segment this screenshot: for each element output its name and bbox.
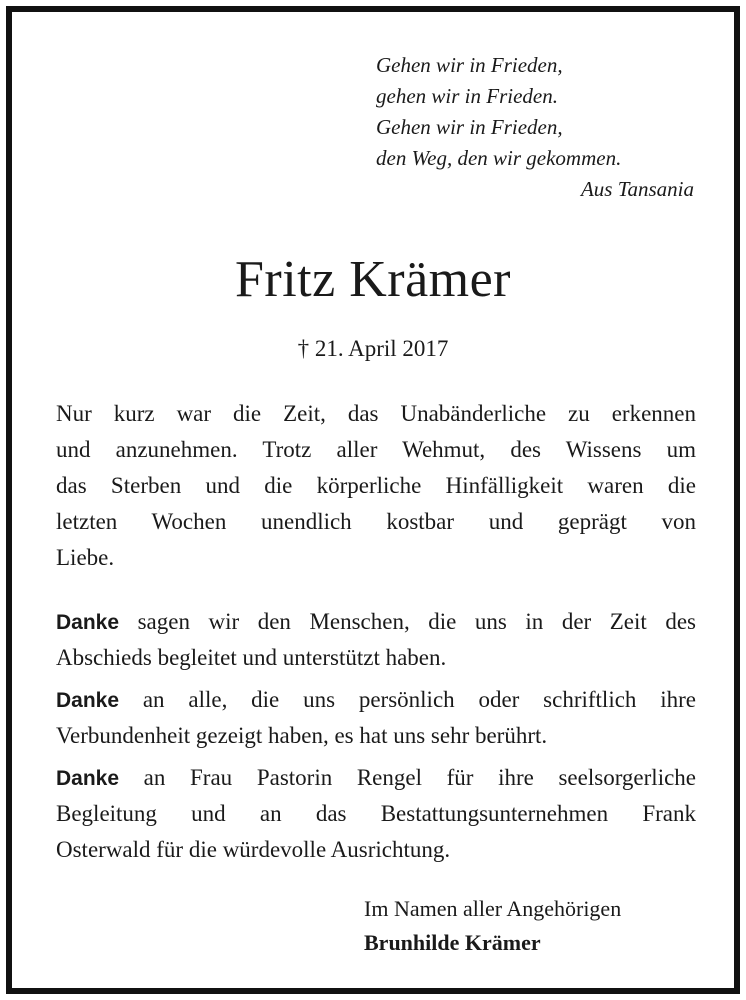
thanks-line: Begleitung und an das Bestattungsunternehmen Frank	[56, 801, 696, 826]
thanks-lead: Danke	[56, 611, 120, 634]
thanks-text: sagen wir den Menschen, die uns in der Zeit des	[119, 609, 696, 634]
thanks-paragraph	[56, 604, 696, 676]
poem	[376, 50, 694, 205]
thanks-line: Verbundenheit gezeigt haben, es hat uns sehr berührt.	[56, 723, 548, 748]
thanks-paragraph	[56, 682, 696, 754]
intro-line: Nur kurz war die Zeit, das Unabänderliche zu erkennen	[56, 401, 696, 426]
intro-line: und anzunehmen. Trotz aller Wehmut, des Wissens um	[56, 437, 696, 462]
thanks-line: Osterwald für die würdevolle Ausrichtung.	[56, 837, 451, 862]
thanks-line: Abschieds begleitet und unterstützt haben.	[56, 645, 447, 670]
obituary-notice	[6, 6, 740, 994]
signer-name: Brunhilde Krämer	[364, 930, 541, 955]
signature-line: Im Namen aller Angehörigen	[364, 896, 622, 921]
thanks-lead: Danke	[56, 689, 120, 712]
intro-paragraph	[56, 396, 696, 576]
thanks-text: an alle, die uns persönlich oder schriftlich ihre	[119, 687, 696, 712]
thanks-lead: Danke	[56, 767, 120, 790]
intro-line: das Sterben und die körperliche Hinfälligkeit waren die	[56, 473, 696, 498]
poem-line: Gehen wir in Frieden,	[376, 53, 563, 77]
death-date: † 21. April 2017	[297, 336, 449, 361]
thanks-text: an Frau Pastorin Rengel für ihre seelsorgerliche	[119, 765, 696, 790]
poem-line: den Weg, den wir gekommen.	[376, 146, 622, 170]
signature-block	[364, 892, 621, 960]
deceased-name: Fritz Krämer	[234, 251, 511, 308]
intro-line: letzten Wochen unendlich kostbar und geprägt von	[56, 509, 696, 534]
intro-line: Liebe.	[56, 545, 115, 570]
poem-line: Gehen wir in Frieden,	[376, 115, 563, 139]
poem-source: Aus Tansania	[580, 177, 694, 201]
thanks-paragraph	[56, 760, 696, 868]
poem-line: gehen wir in Frieden.	[376, 84, 558, 108]
